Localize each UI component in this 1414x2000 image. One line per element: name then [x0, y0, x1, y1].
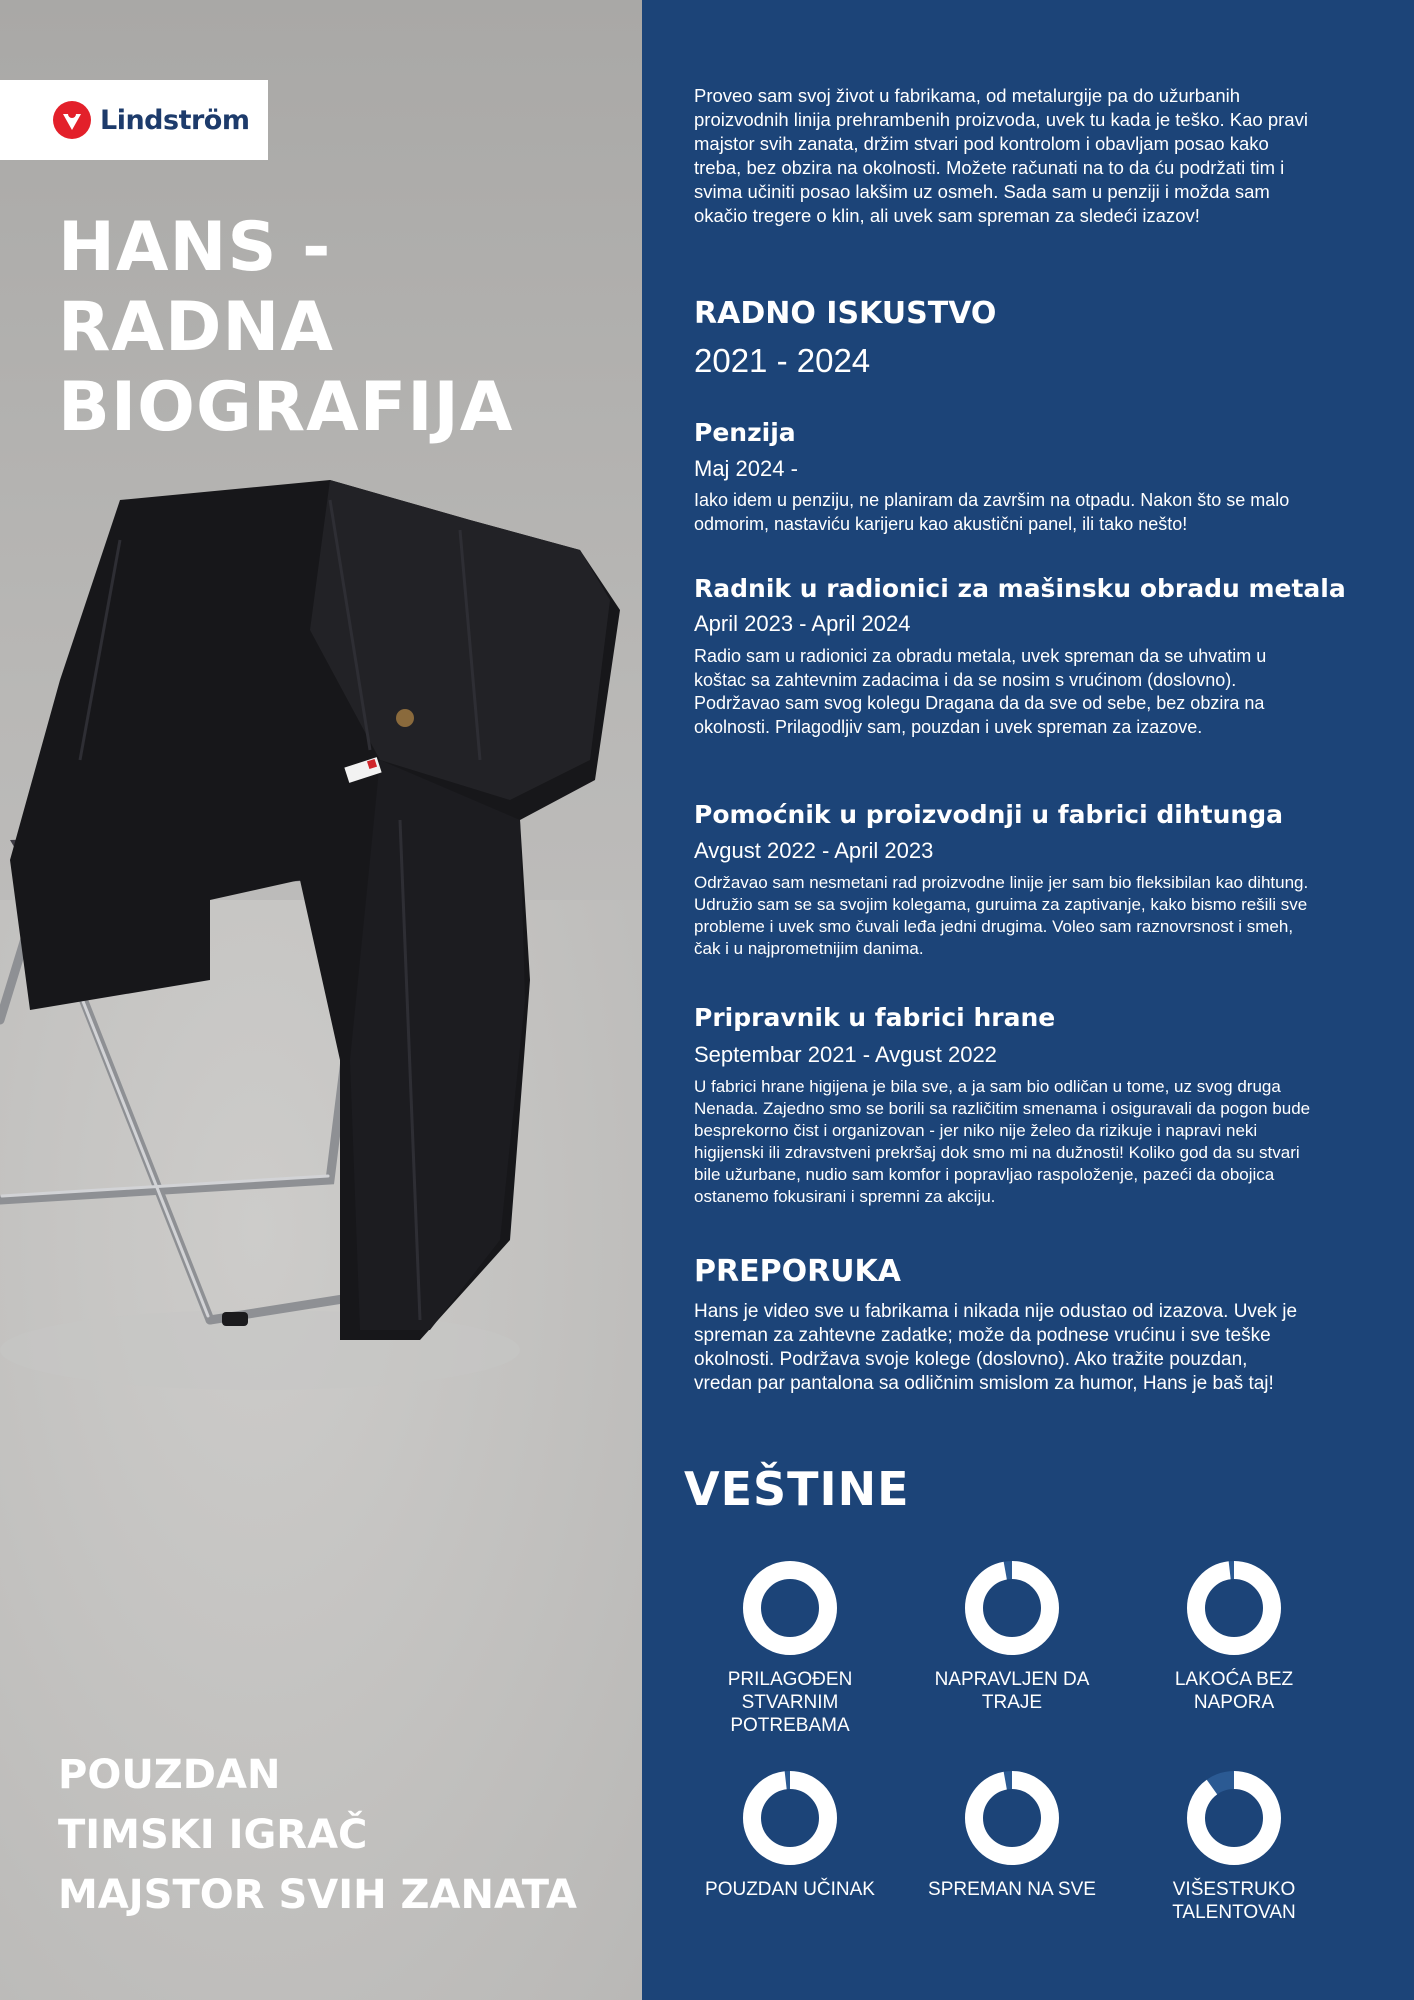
skill-ring-fill [1196, 1780, 1272, 1856]
skill-ring-fill [974, 1780, 1050, 1856]
job-title-2: Radnik u radionici za mašinsku obradu metala [694, 574, 1346, 603]
skill-item [690, 1560, 890, 1737]
page-title-line-1: HANS - [58, 208, 332, 287]
skill-item [912, 1560, 1112, 1714]
skill-ring [964, 1560, 1060, 1656]
skill-ring [964, 1770, 1060, 1866]
skill-ring [1186, 1560, 1282, 1656]
skill-label: NAPRAVLJEN DA TRAJE [934, 1669, 1090, 1713]
page-title-line-2: RADNA [58, 288, 334, 367]
experience-years: 2021 - 2024 [694, 342, 871, 379]
skill-ring-fill [1196, 1570, 1272, 1646]
job-desc-2: Radio sam u radionici za obradu metala, uvek spreman da se uhvatim u koštac sa zahtevnim zadacima i da se nosim s vrućinom (doslovno). Podržavao sam svog kolegu Dragana da da sve od sebe, bez obzira na okolnosti. Prilagodljiv sam, pouzdan i uvek spreman za izazove. [694, 646, 1267, 737]
experience-heading: RADNO ISKUSTVO [694, 296, 997, 331]
lindstrom-logo-icon [52, 100, 92, 140]
recommendation-heading: PREPORUKA [694, 1254, 901, 1289]
tagline-1: POUZDAN [58, 1752, 281, 1798]
job-desc-1: Iako idem u penziju, ne planiram da završim na otpadu. Nakon što se malo odmorim, nastaviću karijeru kao akustični panel, ili tako nešto! [694, 490, 1290, 534]
job-dates-4: Septembar 2021 - Avgust 2022 [694, 1042, 997, 1067]
page-title-line-3: BIOGRAFIJA [58, 368, 514, 447]
recommendation-text: Hans je video sve u fabrikama i nikada nije odustao od izazova. Uvek je spreman za zahtevne zadatke; može da podnese vrućinu i sve teške okolnosti. Podržava svoje kolege (doslovno). Ako tražite pouzdan, vredan par pantalona sa odličnim smislom za humor, Hans je baš taj! [694, 1301, 1298, 1394]
skill-ring-fill [974, 1570, 1050, 1646]
skill-ring-fill [752, 1780, 828, 1856]
brand-name: Lindström [100, 104, 250, 136]
job-dates-2: April 2023 - April 2024 [694, 611, 911, 636]
intro-paragraph: Proveo sam svoj život u fabrikama, od metalurgije pa do užurbanih proizvodnih linija prehrambenih proizvoda, uvek tu kada je teško. Kao pravi majstor svih zanata, držim stvari pod kontrolom i obavljam posao kako treba, bez obzira na okolnosti. Možete računati na to da ću podržati tim i svima učiniti posao lakšim uz osmeh. Sada sam u penziji i možda sam okačio tregere o klin, ali uvek sam spreman za sledeći izazov! [694, 85, 1308, 226]
job-desc-4: U fabrici hrane higijena je bila sve, a ja sam bio odličan u tome, uz svog druga Nenada. Zajedno smo se borili sa različitim smenama i osiguravali da pogon bude besprekorno čist i organizovan - jer niko nije želeo da rizikuje i napravi neki higijenski ili zdravstveni prekršaj dok smo mi na dužnosti! Koliko god da su stvari bile užurbane, nudio sam komfor i popravljao raspoloženje, pazeći da obojica ostanemo fokusirani i spremni za akciju. [694, 1077, 1311, 1206]
skills-heading: VEŠTINE [684, 1462, 910, 1516]
skill-label: PRILAGOĐEN STVARNIM POTREBAMA [727, 1669, 853, 1736]
brand-logo[interactable] [0, 80, 268, 160]
skill-ring-fill [752, 1570, 828, 1646]
skill-ring [742, 1560, 838, 1656]
job-dates-1: Maj 2024 - [694, 456, 798, 481]
job-title-1: Penzija [694, 418, 796, 447]
skill-label: SPREMAN NA SVE [928, 1879, 1096, 1900]
job-title-3: Pomoćnik u proizvodnji u fabrici dihtunga [694, 800, 1283, 829]
skill-ring [742, 1770, 838, 1866]
chair-with-trousers-photo [0, 460, 642, 1400]
skill-label: POUZDAN UČINAK [705, 1879, 875, 1900]
skill-label: VIŠESTRUKO TALENTOVAN [1172, 1879, 1296, 1923]
skill-item [912, 1770, 1112, 1901]
tagline-3: MAJSTOR SVIH ZANATA [58, 1872, 577, 1918]
tagline-2: TIMSKI IGRAČ [58, 1812, 368, 1858]
job-title-4: Pripravnik u fabrici hrane [694, 1003, 1056, 1032]
skill-item [1134, 1770, 1334, 1924]
skill-label: LAKOĆA BEZ NAPORA [1174, 1669, 1294, 1713]
right-panel [642, 0, 1414, 2000]
skill-item [1134, 1560, 1334, 1714]
skill-ring [1186, 1770, 1282, 1866]
skill-item [690, 1770, 890, 1901]
left-panel [0, 0, 642, 2000]
job-desc-3: Održavao sam nesmetani rad proizvodne linije jer sam bio fleksibilan kao dihtung. Udružio sam se sa svojim kolegama, guruima za zaptivanje, kako bismo rešili sve probleme i uvek smo čuvali leđa jedni drugima. Voleo sam raznovrsnost i smeh, čak i u najprometnijim danima. [694, 873, 1309, 958]
job-dates-3: Avgust 2022 - April 2023 [694, 838, 934, 863]
